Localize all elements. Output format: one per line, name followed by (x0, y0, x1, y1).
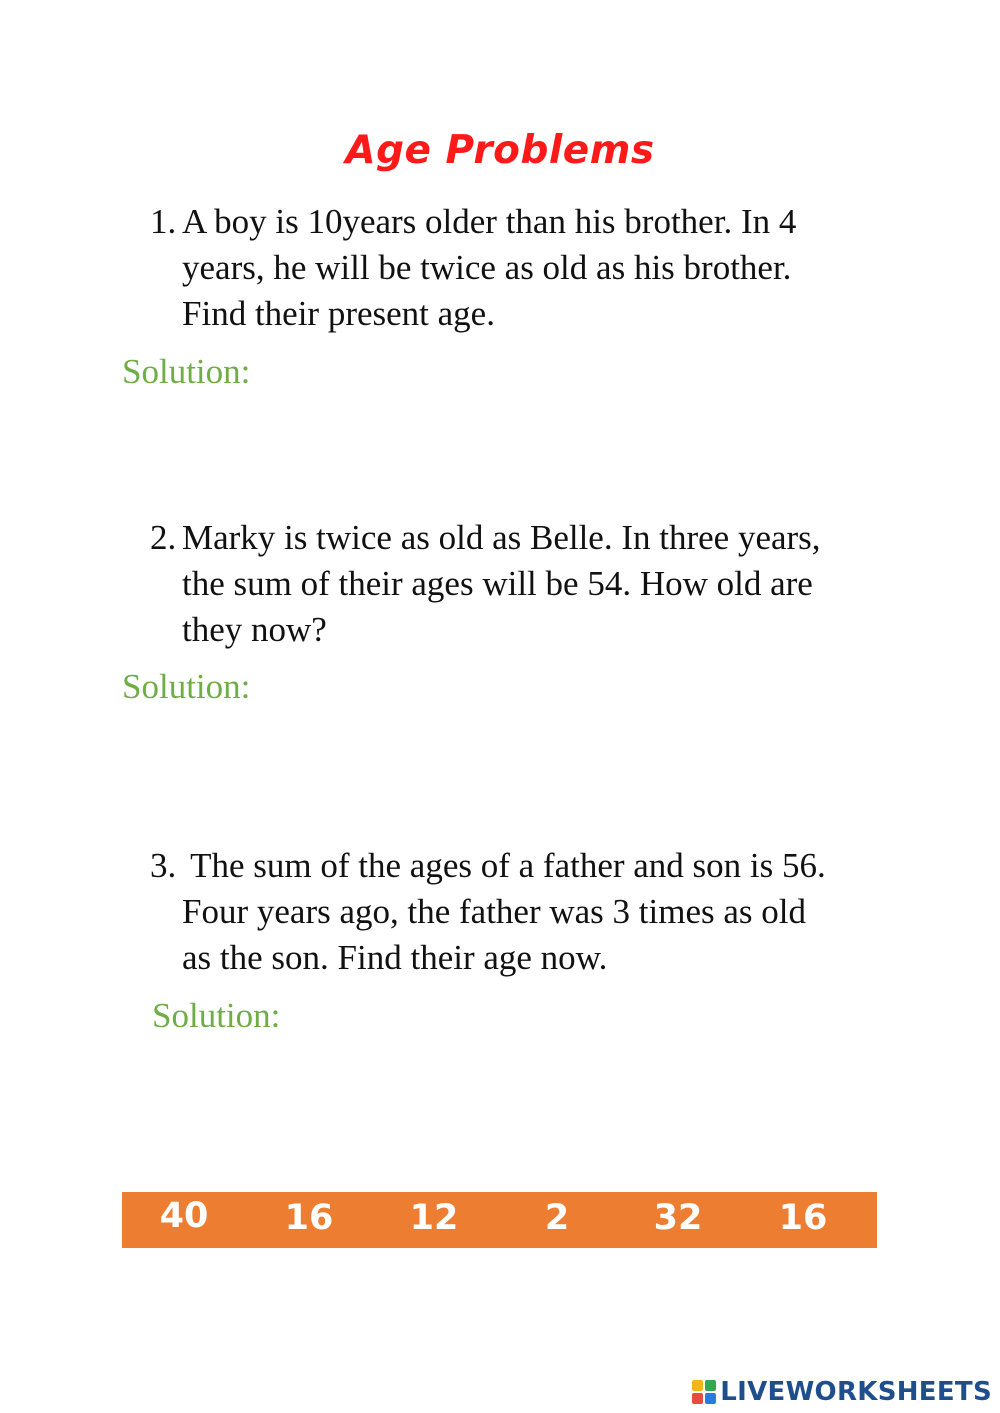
page-title: Age Problems (345, 128, 655, 173)
answer-choice[interactable]: 40 (159, 1196, 209, 1236)
answer-choice[interactable]: 2 (544, 1198, 570, 1238)
logo-text: LIVEWORKSHEETS (720, 1377, 992, 1407)
problem-text-line: Marky is twice as old as Belle. In three years, (182, 518, 821, 557)
solution-label-1: Solution: (122, 352, 251, 391)
solution-label-2: Solution: (122, 667, 251, 706)
problem-2 (150, 515, 870, 653)
problem-1 (150, 199, 870, 337)
problem-3 (150, 843, 870, 981)
problem-text-line: Four years ago, the father was 3 times as old (182, 892, 807, 931)
answer-choices-bar (122, 1192, 877, 1248)
problem-text-line: The sum of the ages of a father and son is 56. (182, 846, 826, 885)
answer-choice[interactable]: 12 (409, 1198, 459, 1238)
problem-text-line: A boy is 10years older than his brother. In 4 (182, 202, 797, 241)
problem-text-line: as the son. Find their age now. (182, 938, 608, 977)
problem-text-line: Find their present age. (182, 294, 495, 333)
answer-choice[interactable]: 16 (778, 1198, 828, 1238)
problem-number: 1. (150, 202, 177, 241)
answer-choice[interactable]: 32 (653, 1198, 703, 1238)
problem-text-line: years, he will be twice as old as his brother. (182, 248, 792, 287)
problem-text-line: the sum of their ages will be 54. How old are (182, 564, 813, 603)
problem-number: 2. (150, 518, 177, 557)
problem-number: 3. (150, 846, 177, 885)
liveworksheets-logo-icon (692, 1380, 716, 1404)
problem-text-line: they now? (182, 610, 327, 649)
answer-choice[interactable]: 16 (284, 1198, 334, 1238)
liveworksheets-logo (692, 1377, 992, 1407)
solution-label-3: Solution: (152, 996, 281, 1035)
